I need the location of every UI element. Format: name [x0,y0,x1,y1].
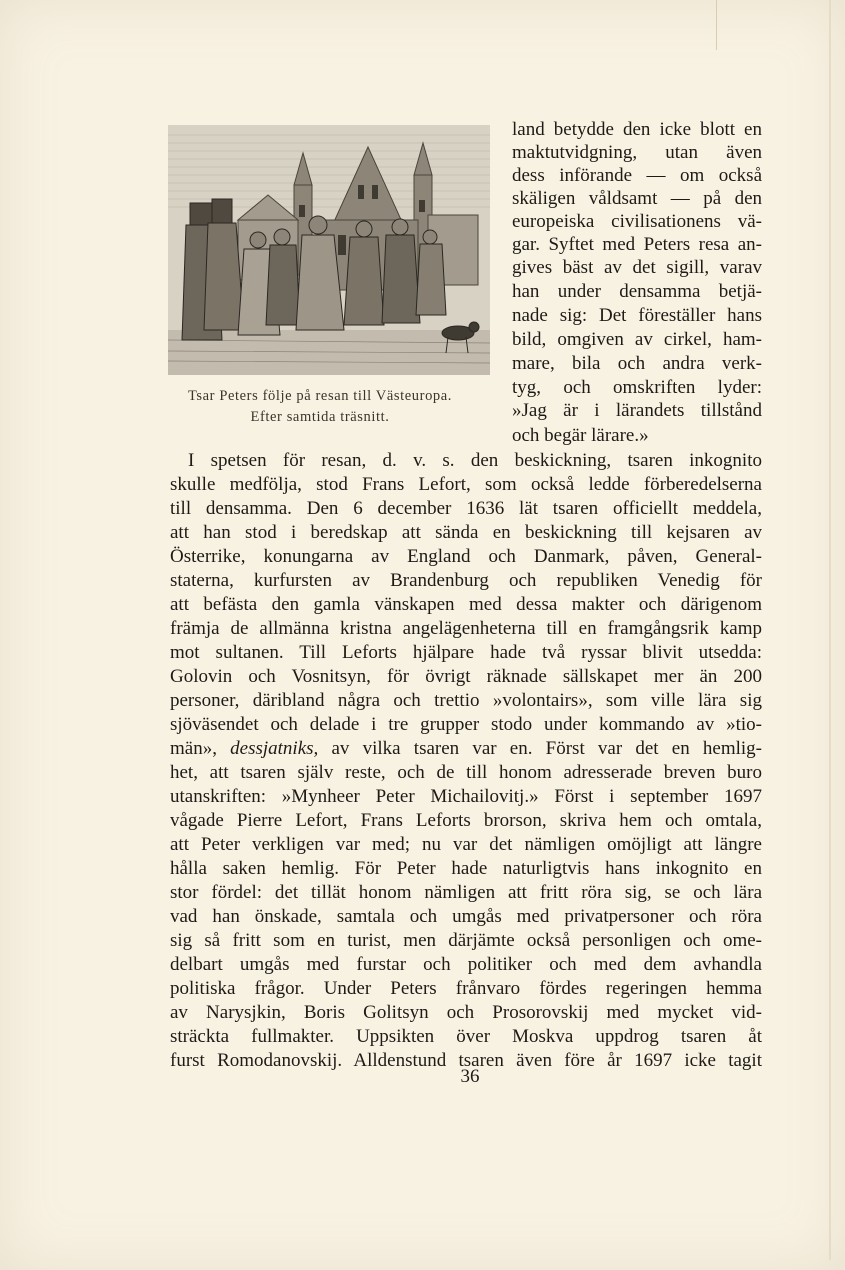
body-text-line: vad han önskade, samtala och umgås med privatpersoner och röra [170,906,762,927]
side-text-line: gives bäst av det sigill, varav [512,257,762,278]
body-text-line: Golovin och Vosnitsyn, för övrigt räknade sällskapet mer än 200 [170,666,762,687]
body-text-line: vågade Pierre Lefort, Frans Leforts brorson, skriva hem och omtala, [170,810,762,831]
side-text-line: skäligen våldsamt — på den [512,188,762,209]
woodcut-image [168,125,490,375]
side-text-line: bild, omgiven av cirkel, ham- [512,329,762,350]
body-text-line: stor fördel: det tillät honom nämligen att fritt röra sig, se och lära [170,882,762,903]
body-text-line: delbart umgås med furstar och politiker och med dem avhandla [170,954,762,975]
body-text-line: till densamma. Den 6 december 1636 lät tsaren officiellt meddela, [170,498,762,519]
body-text-line: främja de allmänna kristna angelägenheterna till en framgångsrik kamp [170,618,762,639]
body-text-line-italic [170,737,762,761]
side-text-line: land betydde den icke blott en [512,119,762,140]
side-text-line: gar. Syftet med Peters resa an- [512,234,762,255]
side-text-line: maktutvidgning, utan även [512,142,762,163]
side-text-line: han under densamma betjä- [512,281,762,302]
side-text-line: tyg, och omskriften lyder: [512,377,762,398]
body-text-line: staterna, kurfursten av Brandenburg och republiken Venedig för [170,570,762,591]
body-text-line: Österrike, konungarna av England och Danmark, påven, General- [170,546,762,567]
body-text-line: sjöväsendet och delade i tre grupper stodo under kommando av »tio- [170,714,762,735]
body-text-line: att befästa den gamla vänskapen med dessa makter och därigenom [170,594,762,615]
body-text-line: sträckta fullmakter. Uppsikten över Moskva uppdrog tsaren åt [170,1026,762,1047]
body-text-line: I spetsen för resan, d. v. s. den beskickning, tsaren inkognito [188,450,762,471]
figure-caption-line-2: Efter samtida träsnitt. [250,409,390,425]
page-number: 36 [460,1066,480,1087]
italic-term: dessjatniks, [230,738,319,759]
side-text-line: dess införande — om också [512,165,762,186]
body-text-line: att han stod i beredskap att sända en beskickning till kejsaren av [170,522,762,543]
page-edge [829,0,831,1260]
body-text-line: furst Romodanovskij. Alldenstund tsaren även före år 1697 icke tagit [170,1050,762,1071]
side-text-line: mare, bila och andra verk- [512,353,762,374]
body-text-line: skulle medfölja, stod Frans Lefort, som också ledde förberedelserna [170,474,762,495]
body-text-line: het, att tsaren själv reste, och de till honom adresserade breven buro [170,762,762,783]
body-text-line: utanskriften: »Mynheer Peter Michailovitj.» Först i september 1697 [170,786,762,807]
body-text-line: mot sultanen. Till Leforts hjälpare hade två ryssar blivit utsedda: [170,642,762,663]
side-text-line: nade sig: Det föreställer hans [512,305,762,326]
body-text-segment: män», [170,738,231,759]
body-text-line: av Narysjkin, Boris Golitsyn och Prosorovskij med mycket vid- [170,1002,762,1023]
body-text-line: politiska frågor. Under Peters frånvaro fördes regeringen hemma [170,978,762,999]
body-text-line: hålla saken hemlig. För Peter hade naturligtvis hans inkognito en [170,858,762,879]
body-text-line: att Peter verkligen var med; nu var det nämligen omöjligt att längre [170,834,762,855]
body-text-line: sig så fritt som en turist, men därjämte också personligen och ome- [170,930,762,951]
body-text-segment: av vilka tsaren var en. Först var det en hemlig- [318,738,762,759]
woodcut-illustration [168,125,490,375]
figure-caption-line-1: Tsar Peters följe på resan till Västeuropa. [187,388,453,404]
body-text-line: personer, däribland några och trettio »volontairs», som ville lära sig [170,690,762,711]
side-text-line: europeiska civilisationens vä- [512,211,762,232]
side-text-line: »Jag är i lärandets tillstånd [512,400,762,421]
side-text-line: och begär lärare.» [512,425,649,446]
page-fold [716,0,717,50]
